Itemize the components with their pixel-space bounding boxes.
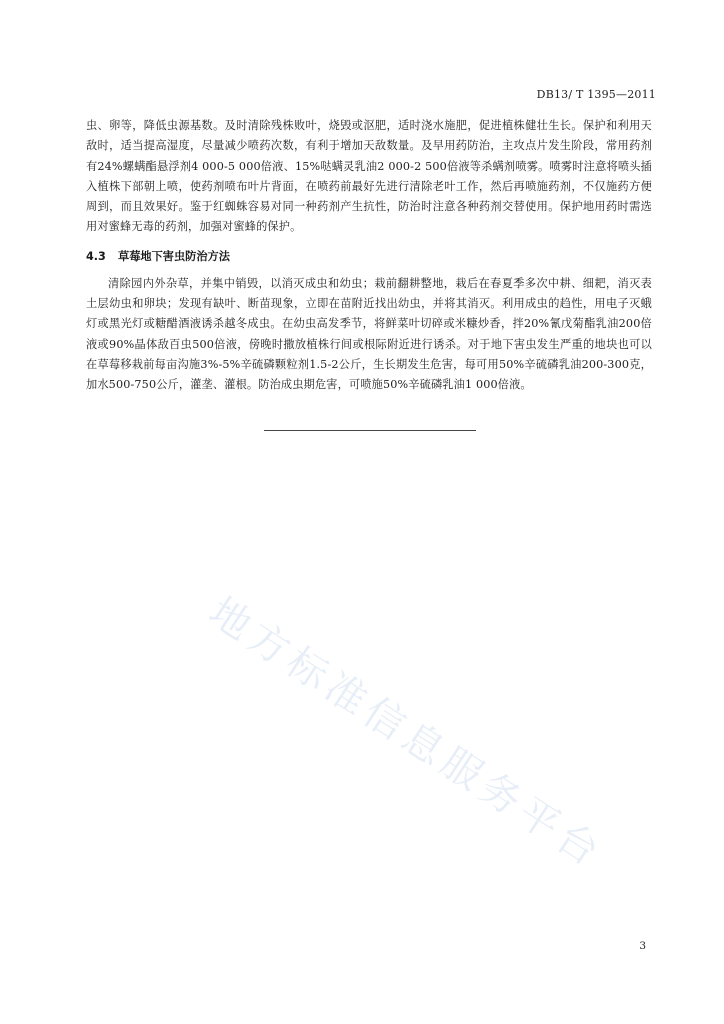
continuation-paragraph: 虫、卵等，降低虫源基数。及时清除残株败叶，烧毁或沤肥，适时浇水施肥，促进植株健壮生长。保护和利用天敌时，适当提高湿度，尽量减少喷药次数，有利于增加天敌数量。及早用药防治，主攻点片发生阶段，常用药剂有24%螺螨酯悬浮剂4 000-5 000倍液、15%哒螨灵乳油2 000-2 500倍液等杀螨剂喷雾。喷雾时注意将喷头插入植株下部朝上喷，使药剂喷布叶片背面，在喷药前最好先进行清除老叶工作，然后再喷施药剂，不仅施药方便周到，而且效果好。鉴于红蜘蛛容易对同一种药剂产生抗性，防治时注意各种药剂交替使用。保护地用药时需选用对蜜蜂无毒的药剂，加强对蜜蜂的保护。 <box>86 119 652 234</box>
end-of-document-rule <box>264 430 476 431</box>
watermark: 地方标准信息服务平台 <box>200 588 612 878</box>
section-4-3-paragraph: 清除园内外杂草，并集中销毁，以消灭成虫和幼虫；栽前翻耕整地，栽后在春夏季多次中耕、细耙，消灭表土层幼虫和卵块；发现有缺叶、断苗现象，立即在苗附近找出幼虫，并将其消灭。利用成虫的趋性，用电子灭蛾灯或黑光灯或糖醋酒液诱杀越冬成虫。在幼虫高发季节，将鲜菜叶切碎或米糠炒香，拌20%氰戊菊酯乳油200倍液或90%晶体敌百虫500倍液，傍晚时撒放植株行间或根际附近进行诱杀。对于地下害虫发生严重的地块也可以在草莓移栽前每亩沟施3%-5%辛硫磷颗粒剂1.5-2公斤，生长期发生危害，每可用50%辛硫磷乳油200-300克，加水500-750公斤，灌垄、灌根。防治成虫期危害，可喷施50%辛硫磷乳油1 000倍液。 <box>86 276 652 392</box>
section-heading-4-3 <box>86 248 652 266</box>
section-number: 4.3 <box>86 249 106 263</box>
page-number: 3 <box>639 940 646 952</box>
standard-code: DB13/ T 1395—2011 <box>536 88 656 101</box>
section-title: 草莓地下害虫防治方法 <box>118 249 230 263</box>
document-body <box>86 116 652 396</box>
